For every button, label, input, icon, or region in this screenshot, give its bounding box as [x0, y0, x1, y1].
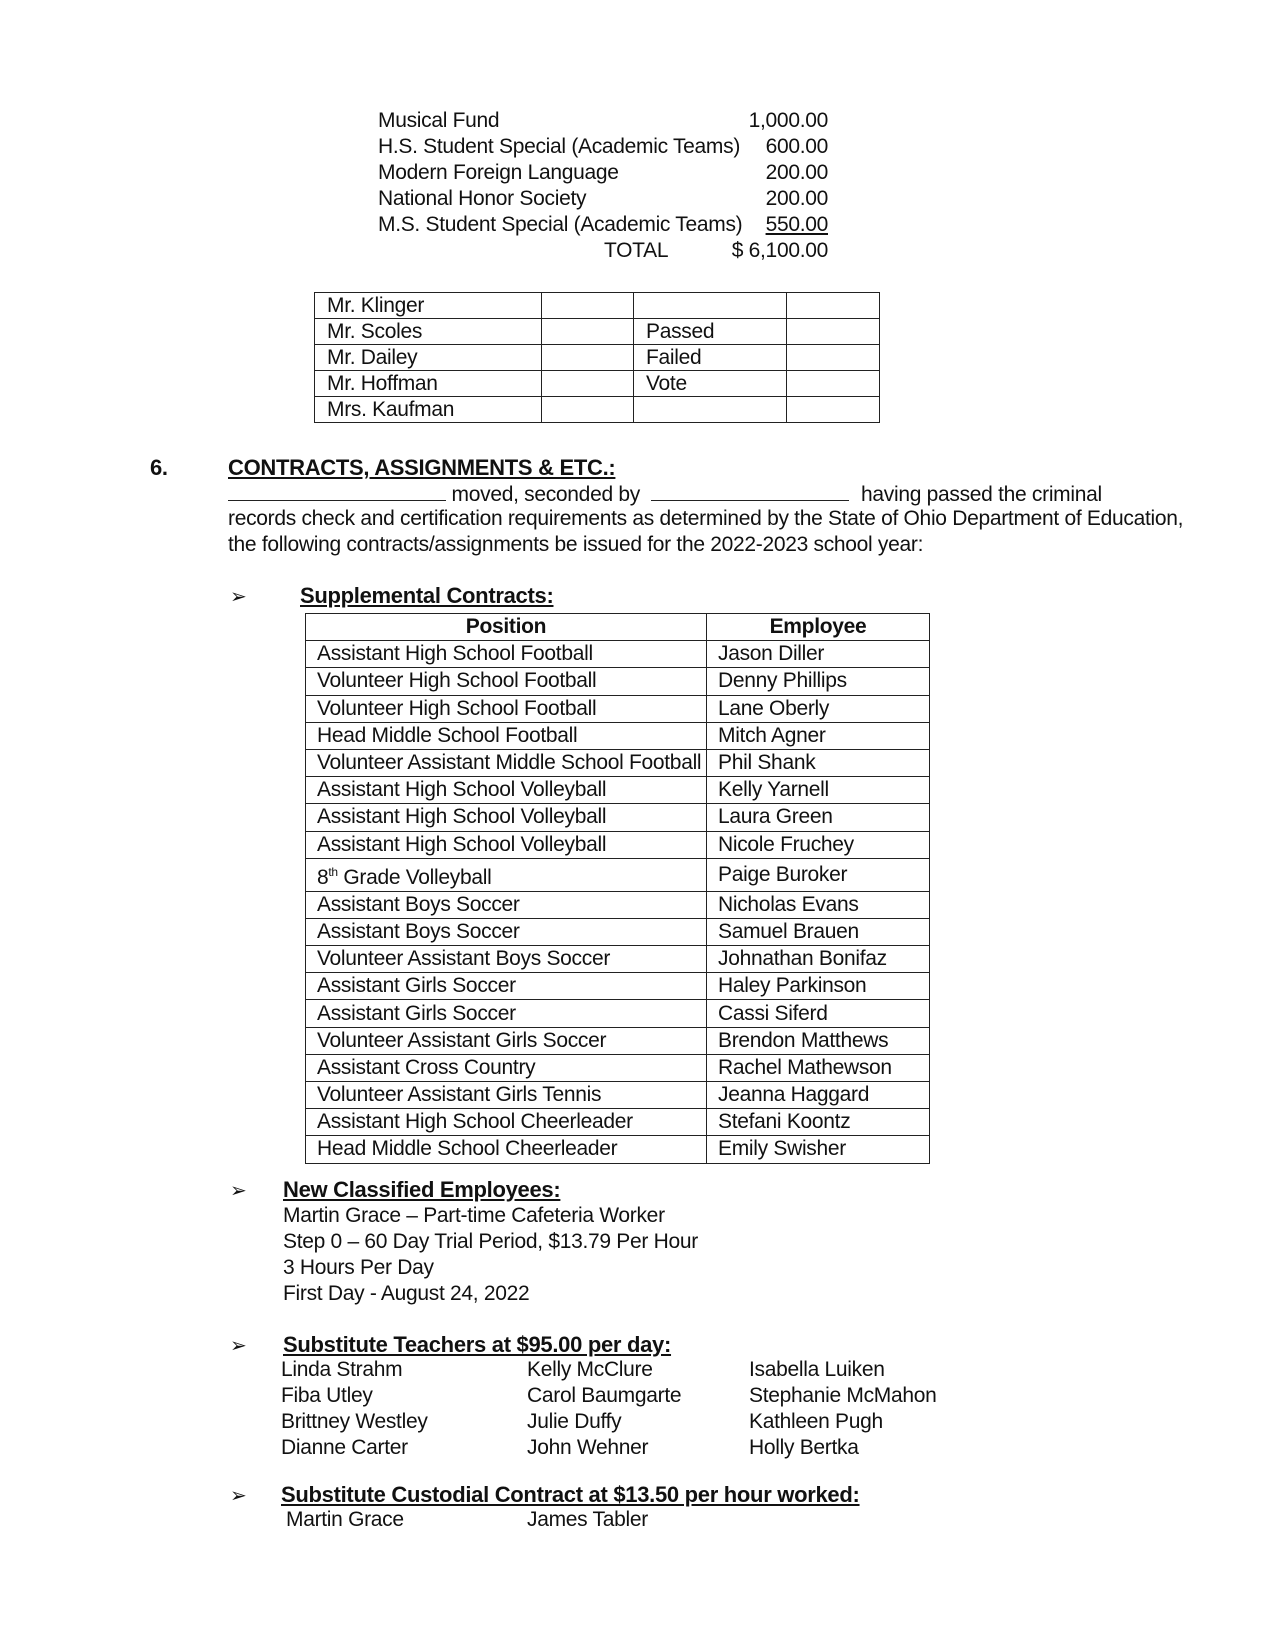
member-name: Mr. Dailey	[315, 345, 542, 371]
arrow-bullet-icon: ➢	[230, 1485, 247, 1507]
employee-cell: Mitch Agner	[707, 722, 930, 749]
substitute-teachers-col-2	[527, 1357, 681, 1461]
fund-row	[378, 134, 828, 160]
position-cell: Assistant High School Volleyball	[306, 831, 707, 858]
employee-cell: Nicole Fruchey	[707, 831, 930, 858]
vote-cell	[787, 293, 880, 319]
substitute-name: Dianne Carter	[281, 1436, 408, 1459]
arrow-bullet-icon: ➢	[230, 586, 247, 608]
table-row	[306, 918, 930, 945]
substitute-name: John Wehner	[527, 1436, 649, 1459]
substitute-name: Linda Strahm	[281, 1358, 403, 1381]
table-row	[306, 641, 930, 668]
vote-row	[315, 397, 880, 423]
vote-cell	[542, 319, 634, 345]
employee-cell: Cassi Siferd	[707, 1000, 930, 1027]
motion-line	[228, 480, 1102, 508]
vote-row	[315, 319, 880, 345]
fund-name: National Honor Society	[378, 187, 587, 210]
employee-cell: Jeanna Haggard	[707, 1082, 930, 1109]
fund-name: H.S. Student Special (Academic Teams)	[378, 135, 741, 158]
table-row	[306, 1054, 930, 1081]
supplemental-contracts-table	[305, 613, 930, 1164]
position-cell: Assistant Boys Soccer	[306, 891, 707, 918]
fund-name: Modern Foreign Language	[378, 161, 619, 184]
employee-cell: Lane Oberly	[707, 695, 930, 722]
table-row	[306, 749, 930, 776]
classified-line: First Day - August 24, 2022	[283, 1282, 530, 1305]
substitute-name: Brittney Westley	[281, 1410, 428, 1433]
fund-row	[378, 108, 828, 134]
total-label: TOTAL	[604, 239, 669, 262]
employee-cell: Stefani Koontz	[707, 1109, 930, 1136]
vote-cell	[542, 293, 634, 319]
position-cell: Volunteer Assistant Middle School Football	[306, 749, 707, 776]
fund-row	[378, 160, 828, 186]
supplemental-heading: Supplemental Contracts:	[300, 583, 554, 608]
section-number: 6.	[150, 455, 168, 480]
substitute-teachers-heading: Substitute Teachers at $95.00 per day:	[283, 1332, 672, 1357]
employee-cell: Laura Green	[707, 804, 930, 831]
fund-amount: 550.00	[765, 213, 828, 236]
employee-cell: Brendon Matthews	[707, 1027, 930, 1054]
member-name: Mrs. Kaufman	[315, 397, 542, 423]
mover-blank[interactable]	[228, 480, 446, 501]
vote-outcome	[634, 293, 787, 319]
table-row	[306, 973, 930, 1000]
fund-name: M.S. Student Special (Academic Teams)	[378, 213, 743, 236]
vote-cell	[542, 371, 634, 397]
table-row	[306, 946, 930, 973]
position-cell: Volunteer Assistant Boys Soccer	[306, 946, 707, 973]
vote-outcome: Passed	[634, 319, 787, 345]
substitute-custodial-heading: Substitute Custodial Contract at $13.50 per hour worked:	[281, 1482, 860, 1507]
vote-table	[314, 292, 880, 423]
vote-outcome: Failed	[634, 345, 787, 371]
position-cell: Assistant Cross Country	[306, 1054, 707, 1081]
position-cell: Volunteer High School Football	[306, 668, 707, 695]
position-cell: Assistant Boys Soccer	[306, 918, 707, 945]
member-name: Mr. Klinger	[315, 293, 542, 319]
table-row	[306, 1027, 930, 1054]
position-cell: Assistant High School Football	[306, 641, 707, 668]
vote-outcome: Vote	[634, 371, 787, 397]
passed-text: having passed the criminal	[861, 483, 1102, 506]
fund-row	[378, 186, 828, 212]
substitute-name: Stephanie McMahon	[749, 1384, 937, 1407]
classified-heading: New Classified Employees:	[283, 1177, 561, 1202]
fund-amount: 600.00	[765, 135, 828, 158]
employee-cell: Emily Swisher	[707, 1136, 930, 1163]
table-row	[306, 831, 930, 858]
arrow-bullet-icon: ➢	[230, 1180, 247, 1202]
position-cell: Volunteer Assistant Girls Tennis	[306, 1082, 707, 1109]
vote-cell	[542, 345, 634, 371]
substitute-teachers-col-3	[749, 1357, 937, 1461]
member-name: Mr. Hoffman	[315, 371, 542, 397]
table-row	[306, 1109, 930, 1136]
column-header-employee: Employee	[707, 614, 930, 641]
vote-cell	[787, 371, 880, 397]
vote-cell	[542, 397, 634, 423]
table-row	[306, 668, 930, 695]
employee-cell: Denny Phillips	[707, 668, 930, 695]
table-row	[306, 891, 930, 918]
position-cell: Volunteer High School Football	[306, 695, 707, 722]
fund-amount: 1,000.00	[748, 109, 828, 132]
fund-amount: 200.00	[765, 161, 828, 184]
position-cell: Assistant Girls Soccer	[306, 973, 707, 1000]
table-row	[306, 722, 930, 749]
position-cell: Volunteer Assistant Girls Soccer	[306, 1027, 707, 1054]
fund-amount: 200.00	[765, 187, 828, 210]
classified-line: 3 Hours Per Day	[283, 1256, 434, 1279]
table-row	[306, 695, 930, 722]
classified-line: Step 0 – 60 Day Trial Period, $13.79 Per Hour	[283, 1230, 698, 1253]
position-cell: Head Middle School Cheerleader	[306, 1136, 707, 1163]
employee-cell: Phil Shank	[707, 749, 930, 776]
table-row	[306, 804, 930, 831]
vote-row	[315, 345, 880, 371]
employee-cell: Jason Diller	[707, 641, 930, 668]
table-row	[306, 777, 930, 804]
vote-outcome	[634, 397, 787, 423]
table-row	[306, 1000, 930, 1027]
substitute-name: Holly Bertka	[749, 1436, 859, 1459]
classified-details	[283, 1203, 698, 1307]
position-cell: Assistant High School Cheerleader	[306, 1109, 707, 1136]
position-cell: Assistant Girls Soccer	[306, 1000, 707, 1027]
employee-cell: Samuel Brauen	[707, 918, 930, 945]
moved-text: moved, seconded by	[451, 483, 640, 506]
table-header-row	[306, 614, 930, 641]
position-cell: Head Middle School Football	[306, 722, 707, 749]
motion-line-3: the following contracts/assignments be issued for the 2022-2023 school year:	[228, 533, 924, 556]
vote-cell	[787, 397, 880, 423]
seconder-blank[interactable]	[651, 480, 849, 501]
substitute-name: Fiba Utley	[281, 1384, 373, 1407]
position-cell: Assistant High School Volleyball	[306, 777, 707, 804]
custodial-name: James Tabler	[527, 1508, 648, 1531]
arrow-bullet-icon: ➢	[230, 1335, 247, 1357]
substitute-name: Carol Baumgarte	[527, 1384, 682, 1407]
substitute-name: Isabella Luiken	[749, 1358, 885, 1381]
classified-line: Martin Grace – Part-time Cafeteria Worker	[283, 1204, 665, 1227]
table-row	[306, 1136, 930, 1163]
employee-cell: Kelly Yarnell	[707, 777, 930, 804]
position-cell: Assistant High School Volleyball	[306, 804, 707, 831]
custodial-name: Martin Grace	[286, 1508, 404, 1531]
vote-cell	[787, 319, 880, 345]
column-header-position: Position	[306, 614, 707, 641]
total-amount: $ 6,100.00	[731, 239, 828, 262]
employee-cell: Rachel Mathewson	[707, 1054, 930, 1081]
motion-line-2: records check and certification requirements as determined by the State of Ohio Department of Education,	[228, 507, 1184, 530]
vote-cell	[787, 345, 880, 371]
member-name: Mr. Scoles	[315, 319, 542, 345]
table-row	[306, 1082, 930, 1109]
employee-cell: Haley Parkinson	[707, 973, 930, 1000]
substitute-name: Julie Duffy	[527, 1410, 622, 1433]
section-title: CONTRACTS, ASSIGNMENTS & ETC.:	[228, 455, 616, 480]
substitute-name: Kathleen Pugh	[749, 1410, 883, 1433]
substitute-teachers-col-1	[281, 1357, 428, 1461]
employee-cell: Nicholas Evans	[707, 891, 930, 918]
employee-cell: Paige Buroker	[707, 858, 930, 891]
vote-row	[315, 371, 880, 397]
employee-cell: Johnathan Bonifaz	[707, 946, 930, 973]
fund-row	[378, 212, 828, 238]
fund-name: Musical Fund	[378, 109, 500, 132]
position-cell: 8th Grade Volleyball	[306, 858, 707, 891]
total-row	[378, 238, 828, 264]
substitute-name: Kelly McClure	[527, 1358, 653, 1381]
vote-row	[315, 293, 880, 319]
table-row	[306, 858, 930, 891]
